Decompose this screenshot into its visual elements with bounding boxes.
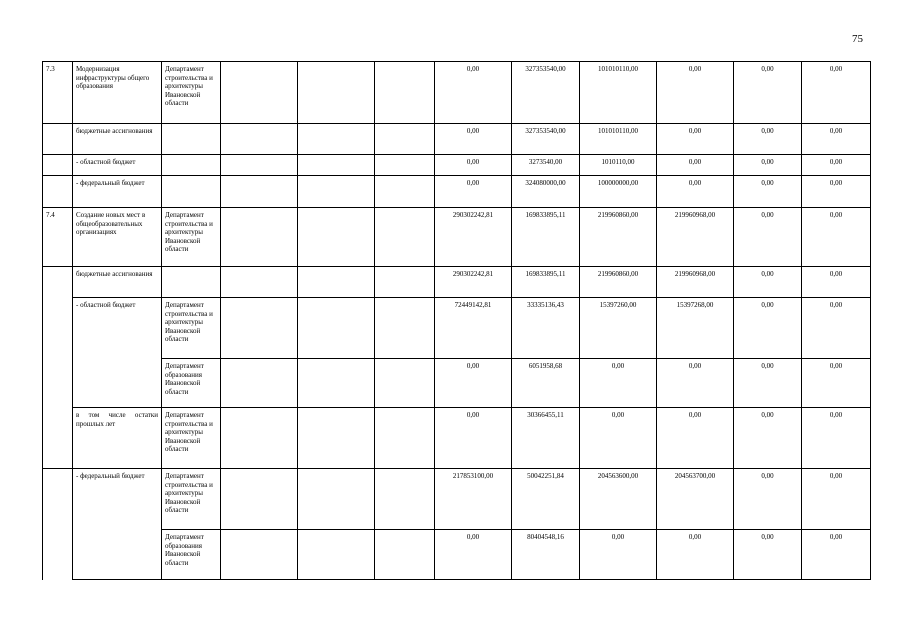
budget-table [42, 61, 871, 580]
value-cell: 0,00 [802, 267, 871, 298]
row-number [43, 267, 73, 298]
value-cell: 0,00 [435, 155, 512, 176]
empty-cell [375, 176, 435, 208]
empty-cell [221, 408, 298, 469]
empty-cell [298, 469, 375, 530]
value-cell: 0,00 [802, 298, 871, 359]
empty-cell [375, 155, 435, 176]
value-cell: 0,00 [734, 155, 802, 176]
value-cell: 217853100,00 [435, 469, 512, 530]
value-cell: 50042251,84 [512, 469, 580, 530]
table-row [43, 359, 871, 408]
value-cell: 33335136,43 [512, 298, 580, 359]
value-cell: 0,00 [734, 124, 802, 155]
executor: Департамент образования Ивановской области [162, 530, 221, 580]
value-cell: 0,00 [734, 267, 802, 298]
empty-cell [375, 124, 435, 155]
value-cell: 0,00 [435, 408, 512, 469]
empty-cell [375, 408, 435, 469]
empty-cell [221, 298, 298, 359]
value-cell: 0,00 [657, 408, 734, 469]
measure-name [73, 530, 162, 580]
value-cell: 0,00 [802, 62, 871, 124]
value-cell: 0,00 [657, 359, 734, 408]
empty-cell [221, 530, 298, 580]
empty-cell [298, 267, 375, 298]
value-cell: 0,00 [802, 530, 871, 580]
value-cell: 327353540,00 [512, 124, 580, 155]
value-cell: 0,00 [657, 155, 734, 176]
page-number: 75 [852, 33, 863, 45]
empty-cell [375, 359, 435, 408]
row-number [43, 530, 73, 580]
empty-cell [221, 62, 298, 124]
measure-name: - областной бюджет [73, 155, 162, 176]
table-row [43, 408, 871, 469]
executor: Департамент образования Ивановской области [162, 359, 221, 408]
value-cell: 169833895,11 [512, 267, 580, 298]
table-row [43, 62, 871, 124]
empty-cell [221, 155, 298, 176]
value-cell: 0,00 [734, 62, 802, 124]
value-cell: 0,00 [657, 124, 734, 155]
measure-name [73, 359, 162, 408]
measure-name: - областной бюджет [73, 298, 162, 359]
empty-cell [221, 469, 298, 530]
value-cell: 0,00 [802, 208, 871, 267]
empty-cell [298, 176, 375, 208]
value-cell: 169833895,11 [512, 208, 580, 267]
executor [162, 124, 221, 155]
value-cell: 219960968,00 [657, 267, 734, 298]
table-row [43, 176, 871, 208]
value-cell: 0,00 [580, 359, 657, 408]
empty-cell [298, 408, 375, 469]
value-cell: 0,00 [734, 469, 802, 530]
table-row [43, 298, 871, 359]
executor: Департамент строительства и архитектуры Ивановской области [162, 469, 221, 530]
value-cell: 0,00 [734, 408, 802, 469]
value-cell: 0,00 [435, 359, 512, 408]
row-number [43, 408, 73, 469]
row-number [43, 176, 73, 208]
value-cell: 219960968,00 [657, 208, 734, 267]
value-cell: 30366455,11 [512, 408, 580, 469]
value-cell: 101010110,00 [580, 62, 657, 124]
row-number [43, 155, 73, 176]
value-cell: 1010110,00 [580, 155, 657, 176]
value-cell: 290302242,81 [435, 208, 512, 267]
empty-cell [375, 530, 435, 580]
measure-name: бюджетные ассигнования [73, 124, 162, 155]
value-cell: 3273540,00 [512, 155, 580, 176]
value-cell: 0,00 [734, 208, 802, 267]
value-cell: 324080000,00 [512, 176, 580, 208]
value-cell: 0,00 [657, 530, 734, 580]
empty-cell [298, 208, 375, 267]
value-cell: 0,00 [802, 469, 871, 530]
value-cell: 0,00 [580, 408, 657, 469]
empty-cell [375, 62, 435, 124]
empty-cell [298, 155, 375, 176]
empty-cell [221, 359, 298, 408]
row-number [43, 298, 73, 359]
value-cell: 0,00 [657, 62, 734, 124]
value-cell: 15397260,00 [580, 298, 657, 359]
empty-cell [375, 267, 435, 298]
value-cell: 72449142,81 [435, 298, 512, 359]
value-cell: 0,00 [802, 176, 871, 208]
empty-cell [221, 267, 298, 298]
value-cell: 204563700,00 [657, 469, 734, 530]
table-row [43, 124, 871, 155]
table-row [43, 155, 871, 176]
row-number [43, 359, 73, 408]
empty-cell [375, 298, 435, 359]
table-row [43, 208, 871, 267]
value-cell: 0,00 [435, 62, 512, 124]
measure-name: в том числе остатки прошлых лет [73, 408, 162, 469]
value-cell: 0,00 [435, 124, 512, 155]
value-cell: 0,00 [734, 359, 802, 408]
value-cell: 100000000,00 [580, 176, 657, 208]
row-number [43, 469, 73, 530]
table-row [43, 267, 871, 298]
empty-cell [298, 298, 375, 359]
row-number: 7.4 [43, 208, 73, 267]
executor: Департамент строительства и архитектуры Ивановской области [162, 208, 221, 267]
row-number: 7.3 [43, 62, 73, 124]
table-row [43, 469, 871, 530]
executor [162, 176, 221, 208]
empty-cell [375, 208, 435, 267]
value-cell: 327353540,00 [512, 62, 580, 124]
executor: Департамент строительства и архитектуры Ивановской области [162, 62, 221, 124]
value-cell: 0,00 [802, 408, 871, 469]
value-cell: 290302242,81 [435, 267, 512, 298]
value-cell: 0,00 [435, 530, 512, 580]
measure-name: Модернизация инфраструктуры общего образования [73, 62, 162, 124]
empty-cell [375, 469, 435, 530]
value-cell: 219960860,00 [580, 208, 657, 267]
measure-name: бюджетные ассигнования [73, 267, 162, 298]
executor [162, 155, 221, 176]
value-cell: 0,00 [734, 176, 802, 208]
measure-name: - федеральный бюджет [73, 176, 162, 208]
empty-cell [298, 62, 375, 124]
value-cell: 0,00 [580, 530, 657, 580]
table-row [43, 530, 871, 580]
executor [162, 267, 221, 298]
measure-name: Создание новых мест в общеобразовательных организациях [73, 208, 162, 267]
value-cell: 0,00 [802, 359, 871, 408]
value-cell: 0,00 [435, 176, 512, 208]
value-cell: 0,00 [734, 530, 802, 580]
empty-cell [221, 124, 298, 155]
value-cell: 15397268,00 [657, 298, 734, 359]
value-cell: 80404548,16 [512, 530, 580, 580]
value-cell: 204563600,00 [580, 469, 657, 530]
executor: Департамент строительства и архитектуры Ивановской области [162, 298, 221, 359]
empty-cell [298, 530, 375, 580]
value-cell: 0,00 [802, 124, 871, 155]
empty-cell [221, 176, 298, 208]
measure-name: - федеральный бюджет [73, 469, 162, 530]
value-cell: 6051958,68 [512, 359, 580, 408]
empty-cell [298, 124, 375, 155]
empty-cell [298, 359, 375, 408]
value-cell: 101010110,00 [580, 124, 657, 155]
value-cell: 0,00 [657, 176, 734, 208]
value-cell: 0,00 [734, 298, 802, 359]
row-number [43, 124, 73, 155]
value-cell: 0,00 [802, 155, 871, 176]
empty-cell [221, 208, 298, 267]
executor: Департамент строительства и архитектуры Ивановской области [162, 408, 221, 469]
value-cell: 219960860,00 [580, 267, 657, 298]
